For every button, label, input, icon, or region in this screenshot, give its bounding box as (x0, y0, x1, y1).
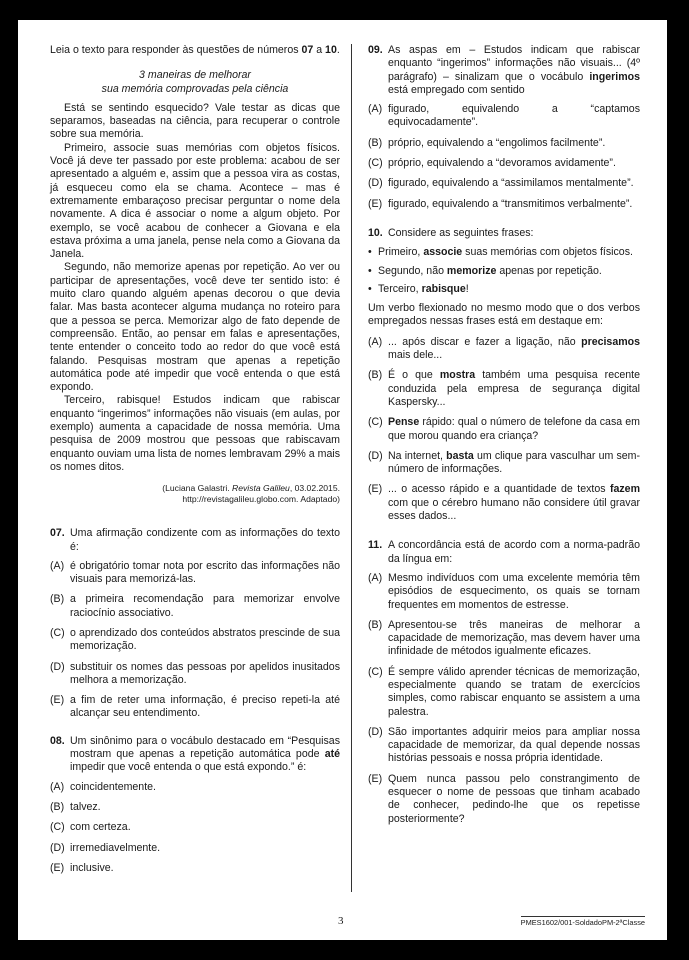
option-a[interactable]: (A) Mesmo indivíduos com uma excelente memória têm episódios de esquecimento, os quais se tornam frequentes em momentos de estresse. (368, 571, 640, 611)
option-e[interactable]: (E) figurado, equivalendo a “transmitimos verbalmente”. (368, 197, 633, 210)
source-credit: (Luciana Galastri. Revista Galileu, 03.02.2015. http://revistagalileu.globo.com. Adaptado) (162, 483, 340, 505)
text-title: 3 maneiras de melhorar sua memória comprovadas pela ciência (101, 69, 289, 95)
question-number: 08. (50, 734, 65, 747)
paragraph: Segundo, não memorize apenas por repetição. Ao ver ou participar de apresentações, você deve ter sentido isto: é muito claro quando alguém apenas decorou o que devia falar. Mas basta acontecer alguma mudança no roteiro para que a pessoa se perca. Memorizar algo de fato depende de compreensão. Então, ao pensar em falas e apresentações, tente entender o conceito todo ao redor do que você está falando. Pesquisas mostram que apenas a repetição automática pode até impedir que você entenda o que está expondo. (50, 261, 340, 394)
question-11 (368, 539, 640, 826)
option-c[interactable]: (C) Pense rápido: qual o número de telefone da casa em que morou quando era criança? (368, 416, 640, 442)
option-d[interactable]: (D) irremediavelmente. (50, 841, 161, 854)
option-b[interactable]: (B) próprio, equivalendo a “engolimos facilmente”. (368, 136, 606, 149)
left-column (50, 44, 340, 882)
option-a[interactable]: (A) é obrigatório tomar nota por escrito das informações não visuais para memorizá-las. (50, 559, 340, 586)
question-stem: As aspas em – Estudos indicam que rabiscar enquanto “ingerimos” informações não visuais... (4º parágrafo) – sinalizam que o vocábulo ingerimos está empregado com sentido (388, 44, 640, 96)
question-number: 10. (368, 226, 383, 239)
question-number: 07. (50, 527, 65, 540)
instruction: Leia o texto para responder às questões de números 07 a 10. (50, 44, 340, 56)
question-stem: Um sinônimo para o vocábulo destacado em “Pesquisas mostram que apenas a repetição automática pode até impedir que você entenda o que está expondo.” é: (70, 734, 340, 774)
option-b[interactable]: (B) talvez. (50, 800, 101, 813)
paragraph: Primeiro, associe suas memórias com objetos físicos. Você já deve ter passado por este problema: acabou de ser apresentado a alguém e, assim que a pessoa vira as costas, já esqueceu como ela se chama. Acontece – mas é extremamente embaraçoso precisar perguntar o nome dela novamente. A dica é associar o nome a algum objeto. Por exemplo, se você acabou de conhecer a Giovana e ela estava próxima a uma janela, pense nela como a Giovana da Janela. (50, 141, 340, 261)
question-10 (368, 227, 640, 523)
sentence-list (368, 246, 640, 296)
option-b[interactable]: (B) Apresentou-se três maneiras de melhorar a capacidade de memorização, mas devem haver uma infinidade de métodos igualmente eficazes. (368, 618, 640, 658)
exam-page (18, 20, 667, 940)
option-c[interactable]: (C) o aprendizado dos conteúdos abstratos prescinde de sua memorização. (50, 626, 340, 653)
option-c[interactable]: (C) É sempre válido aprender técnicas de memorização, especialmente quando se tratam de exercícios simples, como rabiscar enquanto se assistem a uma palestra. (368, 665, 640, 718)
option-e[interactable]: (E) a fim de reter uma informação, é preciso repeti-la até alcançar seu entendimento. (50, 694, 340, 720)
right-column (368, 44, 640, 833)
option-d[interactable]: (D) figurado, equivalendo a “assimilamos mentalmente”. (368, 177, 634, 190)
document-code: PMES1602/001-SoldadoPM-2ªClasse (520, 918, 645, 927)
option-e[interactable]: (E) Quem nunca passou pelo constrangimento de esquecer o nome de pessoas que tinham acabado de conhecer, pedindo-lhe que os repetisse posteriormente? (368, 772, 640, 825)
paragraph: Terceiro, rabisque! Estudos indicam que rabiscar enquanto “ingerimos” informações não visuais (em aulas, por exemplo) aumenta a capacidade de nossa memória. Uma pesquisa de 2009 mostrou que pessoas que rabiscavam enquanto ouviam uma lista de nomes lembravam 29% a mais os nomes ditos. (50, 394, 340, 473)
option-e[interactable]: (E) ... o acesso rápido e a quantidade de textos fazem com que o cérebro humano não considere útil gravar esses dados... (368, 483, 640, 523)
page-number: 3 (338, 915, 344, 927)
option-b[interactable]: (B) É o que mostra também uma pesquisa recente conduzida pela empresa de segurança digital Kaspersky... (368, 369, 640, 408)
question-number: 09. (368, 44, 383, 56)
option-a[interactable]: (A) figurado, equivalendo a “captamos equivocadamente”. (368, 103, 640, 129)
option-d[interactable]: (D) substituir os nomes das pessoas por apelidos inusitados melhora a memorização. (50, 660, 340, 686)
question-09 (368, 44, 640, 211)
question-stem: Considere as seguintes frases: (388, 226, 534, 239)
option-e[interactable]: (E) inclusive. (50, 861, 114, 874)
paragraph: Está se sentindo esquecido? Vale testar as dicas que separamos, baseadas na ciência, para recuperar o controle sobre sua memória. (50, 101, 340, 141)
question-stem: A concordância está de acordo com a norma-padrão da língua em: (388, 539, 640, 565)
question-08 (50, 735, 340, 875)
option-d[interactable]: (D) São importantes adquirir meios para ampliar nossa capacidade de memorizar, da qual depende nossas histórias pessoais e nossa própria identidade. (368, 725, 640, 765)
question-number: 11. (368, 539, 383, 552)
list-item: • Terceiro, rabisque! (368, 282, 469, 295)
option-d[interactable]: (D) Na internet, basta um clique para vasculhar um sem-número de informações. (368, 449, 640, 476)
list-item: • Segundo, não memorize apenas por repetição. (368, 264, 602, 277)
list-item: • Primeiro, associe suas memórias com objetos físicos. (368, 246, 633, 259)
column-divider (351, 44, 352, 892)
question-instruction: Um verbo flexionado no mesmo modo que o dos verbos empregados nessas frases está em destaque em: (368, 302, 640, 328)
option-b[interactable]: (B) a primeira recomendação para memorizar envolve raciocínio associativo. (50, 593, 340, 619)
question-07 (50, 527, 340, 721)
question-stem: Uma afirmação condizente com as informações do texto é: (70, 527, 340, 553)
option-a[interactable]: (A) coincidentemente. (50, 780, 156, 793)
option-c[interactable]: (C) próprio, equivalendo a “devoramos avidamente”. (368, 157, 616, 170)
option-a[interactable]: (A) ... após discar e fazer a ligação, não precisamos mais dele... (368, 335, 640, 362)
option-c[interactable]: (C) com certeza. (50, 821, 131, 834)
